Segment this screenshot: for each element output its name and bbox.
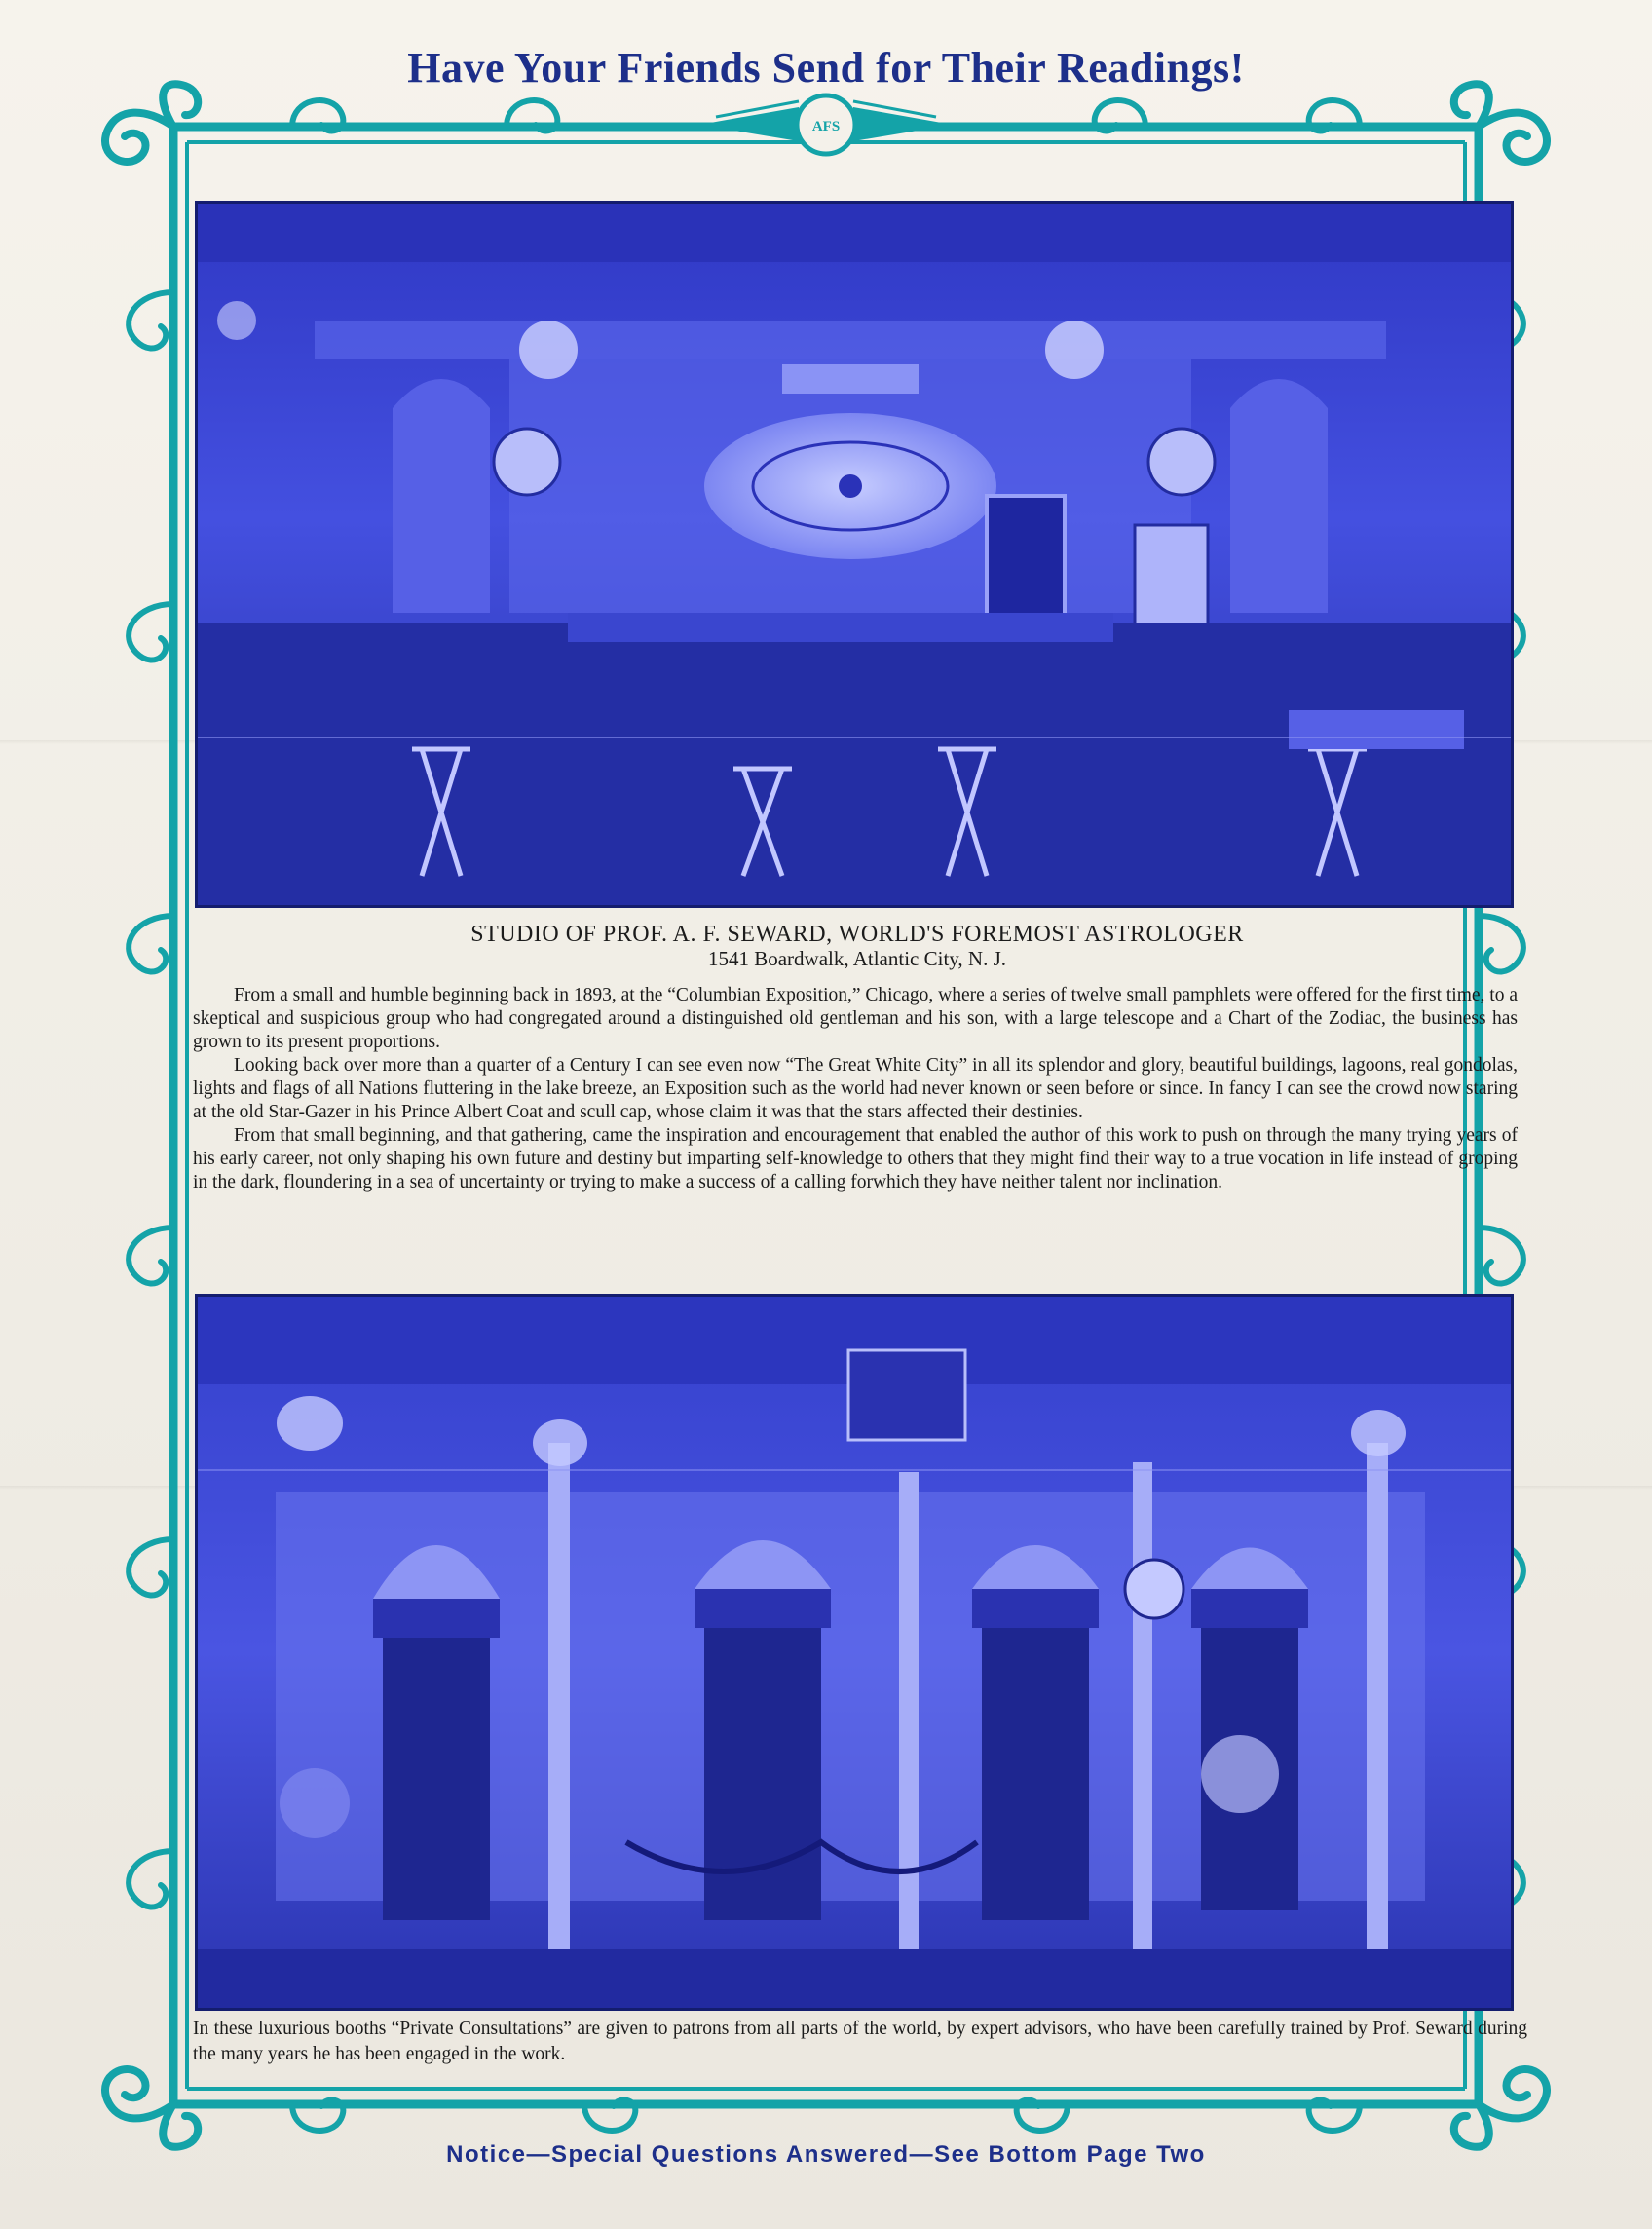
- studio-interior-photo-icon: [198, 204, 1511, 905]
- studio-caption-title: STUDIO OF PROF. A. F. SEWARD, WORLD'S FOREMOST ASTROLOGER: [470, 922, 1244, 947]
- svg-text:AFS: AFS: [811, 119, 841, 134]
- studio-caption-address: 1541 Boardwalk, Atlantic City, N. J.: [707, 947, 1007, 970]
- reading-booths-photo-icon: [198, 1297, 1511, 2008]
- booths-photo: [195, 1294, 1514, 2011]
- page-headline: Have Your Friends Send for Their Readings!: [407, 44, 1245, 92]
- footer-notice: Notice—Special Questions Answered—See Bottom Page Two: [446, 2141, 1206, 2168]
- winged-emblem-icon: [699, 95, 953, 154]
- paragraph: From a small and humble beginning back in 1893, at the “Columbian Exposition,” Chicago, where a series of twelve small pamphlets were offered for the first time, to a skeptical and suspicious group who had congregated around a distinguished old gentleman and his son, with a large telescope and a Chart of the Zodiac, the business has grown to its present proportions.: [193, 985, 1518, 1052]
- history-text: [193, 984, 1518, 1194]
- studio-photo: [195, 201, 1514, 908]
- paragraph: Looking back over more than a quarter of a Century I can see even now “The Great White City” in all its splendor and glory, beautiful buildings, lagoons, real gondolas, lights and flags of all Nations fluttering in the lake breeze, an Exposition such as the world had never known or seen before or since. In fancy I can see the crowd now staring at the old Star-Gazer in his Prince Albert Coat and scull cap, whose claim it was that the stars affected their destinies.: [193, 1055, 1518, 1122]
- paragraph: From that small beginning, and that gathering, came the inspiration and encouragement that enabled the author of this work to push on through the many trying years of his early career, not only shaping his own future and destiny but imparting self-knowledge to others that they might find their way to a true vocation in life instead of groping in the dark, floundering in a sea of uncertainty or trying to make a success of a calling forwhich they have neither talent nor inclination.: [193, 1125, 1518, 1192]
- booths-caption: In these luxurious booths “Private Consultations” are given to patrons from all parts of the world, by expert advisors, who have been carefully trained by Prof. Seward during the many years he has been engaged in the work.: [193, 2019, 1527, 2064]
